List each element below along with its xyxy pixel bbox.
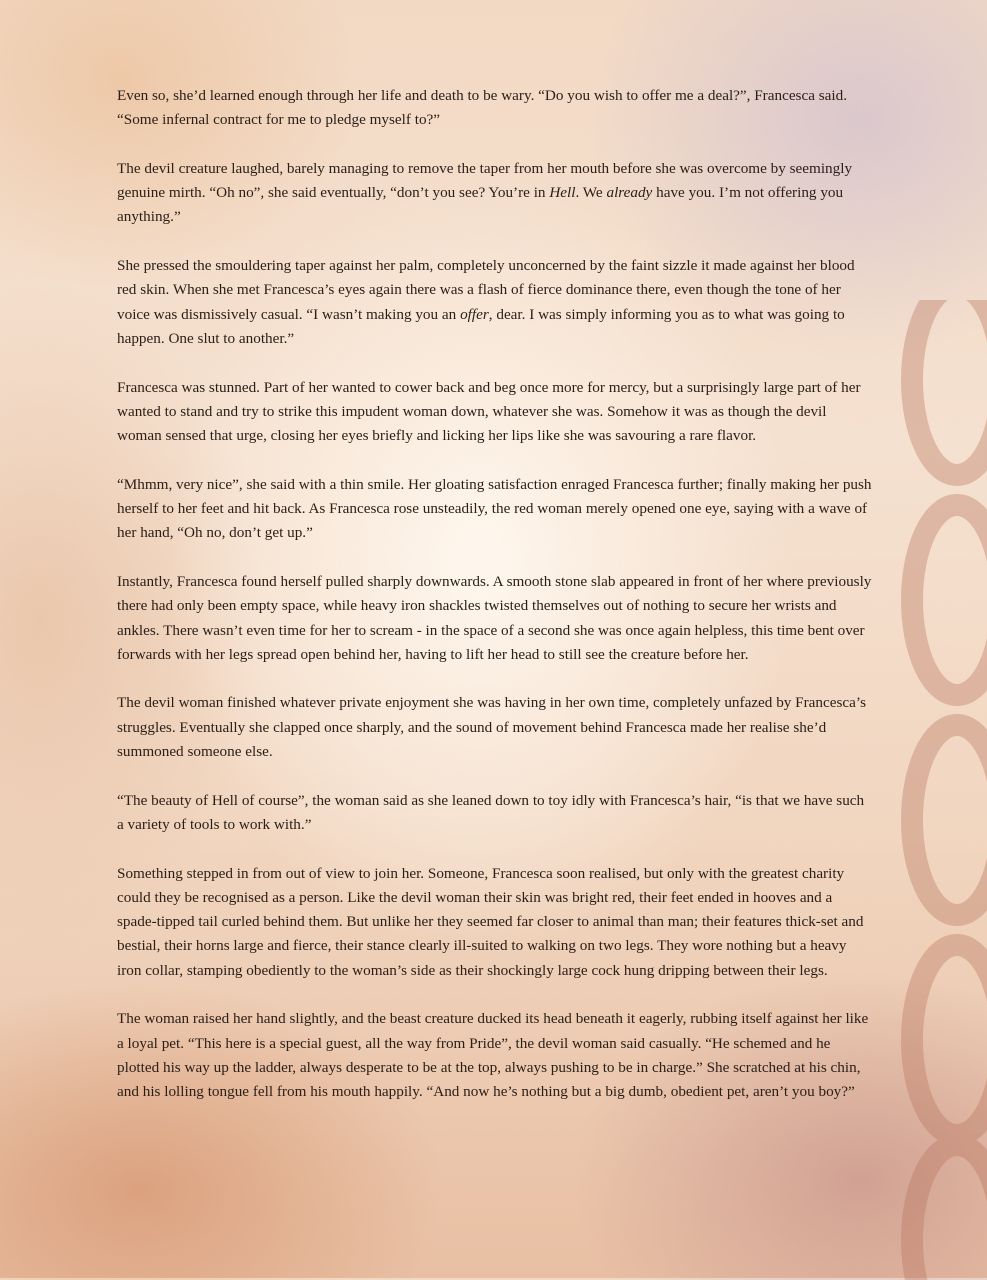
paragraph-8: [117, 789, 872, 838]
chain-watermark-decoration: [867, 300, 987, 1280]
italic-emphasis: Hell: [549, 184, 576, 202]
italic-emphasis: offer: [460, 305, 489, 323]
paragraph-text: . We: [575, 184, 607, 202]
paragraph-text: The devil woman finished whatever private enjoyment she was having in her own time, completely unfazed by Francesca’s struggles. Eventually she clapped once sharply, and the sound of movement behind Francesca made her realise she’d summoned someone else.: [117, 694, 867, 761]
paragraph-4: [117, 376, 872, 449]
italic-emphasis: already: [606, 184, 653, 202]
paragraph-text: Something stepped in from out of view to join her. Someone, Francesca soon realised, but only with the greatest charity could they be recognised as a person. Like the devil woman their skin was bright red, their feet ended in hooves and a spade-tipped tail curled behind them. But unlike her they seemed far closer to animal than man; their features thick-set and bestial, their horns large and fierce, their stance clearly ill-suited to walking on two legs. They wore nothing but a heavy iron collar, stamping obediently to the woman’s side as their shockingly large cock hung dripping between their legs.: [117, 864, 864, 979]
paragraph-3: [117, 254, 872, 351]
paragraph-text: The woman raised her hand slightly, and the beast creature ducked its head beneath it eagerly, rubbing itself against her like a loyal pet. “This here is a special guest, all the way from Pride”, the devil woman said casually. “He schemed and he plotted his way up the ladder, always desperate to be at the top, always pushing to be in charge.” She scratched at his chin, and his lolling tongue fell from his mouth happily. “And now he’s nothing but a big dumb, obedient pet, aren’t you boy?”: [117, 1010, 869, 1101]
paragraph-7: [117, 691, 872, 764]
paragraph-text: “The beauty of Hell of course”, the woman said as she leaned down to toy idly with Francesca’s hair, “is that we have such a variety of tools to work with.”: [117, 791, 865, 833]
paragraph-text: The devil creature laughed, barely managing to remove the taper from her mouth before she was overcome by seemingly genuine mirth. “Oh no”, she said eventually, “don’t you see? You’re in: [117, 159, 853, 202]
paragraph-5: [117, 473, 872, 546]
paragraph-1: [117, 84, 872, 133]
paragraph-text: “Mhmm, very nice”, she said with a thin smile. Her gloating satisfaction enraged Francesca further; finally making her push herself to her feet and hit back. As Francesca rose unsteadily, the red woman merely opened one eye, saying with a wave of her hand, “Oh no, don’t get up.”: [117, 475, 872, 542]
paragraph-6: [117, 570, 872, 667]
paragraph-text: , dear. I was simply informing you as to what was going to happen. One slut to another.”: [117, 305, 845, 347]
paragraph-9: [117, 862, 872, 983]
paragraph-10: [117, 1007, 872, 1104]
paragraph-text: Instantly, Francesca found herself pulled sharply downwards. A smooth stone slab appeared in front of her where previously there had only been empty space, while heavy iron shackles twisted themselves out of nothing to secure her wrists and ankles. There wasn’t even time for her to scream - in the space of a second she was once again helpless, this time bent over forwards with her legs spread open behind her, having to lift her head to still see the creature before her.: [117, 572, 872, 663]
paragraph-text: Francesca was stunned. Part of her wanted to cower back and beg once more for mercy, but a surprisingly large part of her wanted to stand and try to strike this impudent woman down, whatever she was. Somehow it was as though the devil woman sensed that urge, closing her eyes briefly and licking her lips like she was savouring a rare flavor.: [117, 378, 861, 445]
paragraph-text: have you. I’m not offering you anything.”: [117, 184, 844, 226]
paragraph-text: She pressed the smouldering taper against her palm, completely unconcerned by the faint sizzle it made against her blood red skin. When she met Francesca’s eyes again there was a flash of fierce dominance there, even though the tone of her voice was dismissively casual. “I wasn’t making you an: [117, 257, 855, 323]
paragraph-text: Even so, she’d learned enough through her life and death to be wary. “Do you wish to offer me a deal?”, Francesca said. “Some infernal contract for me to pledge myself to?”: [117, 87, 848, 129]
paragraph-2: [117, 157, 872, 230]
story-text-body: [117, 84, 872, 1129]
